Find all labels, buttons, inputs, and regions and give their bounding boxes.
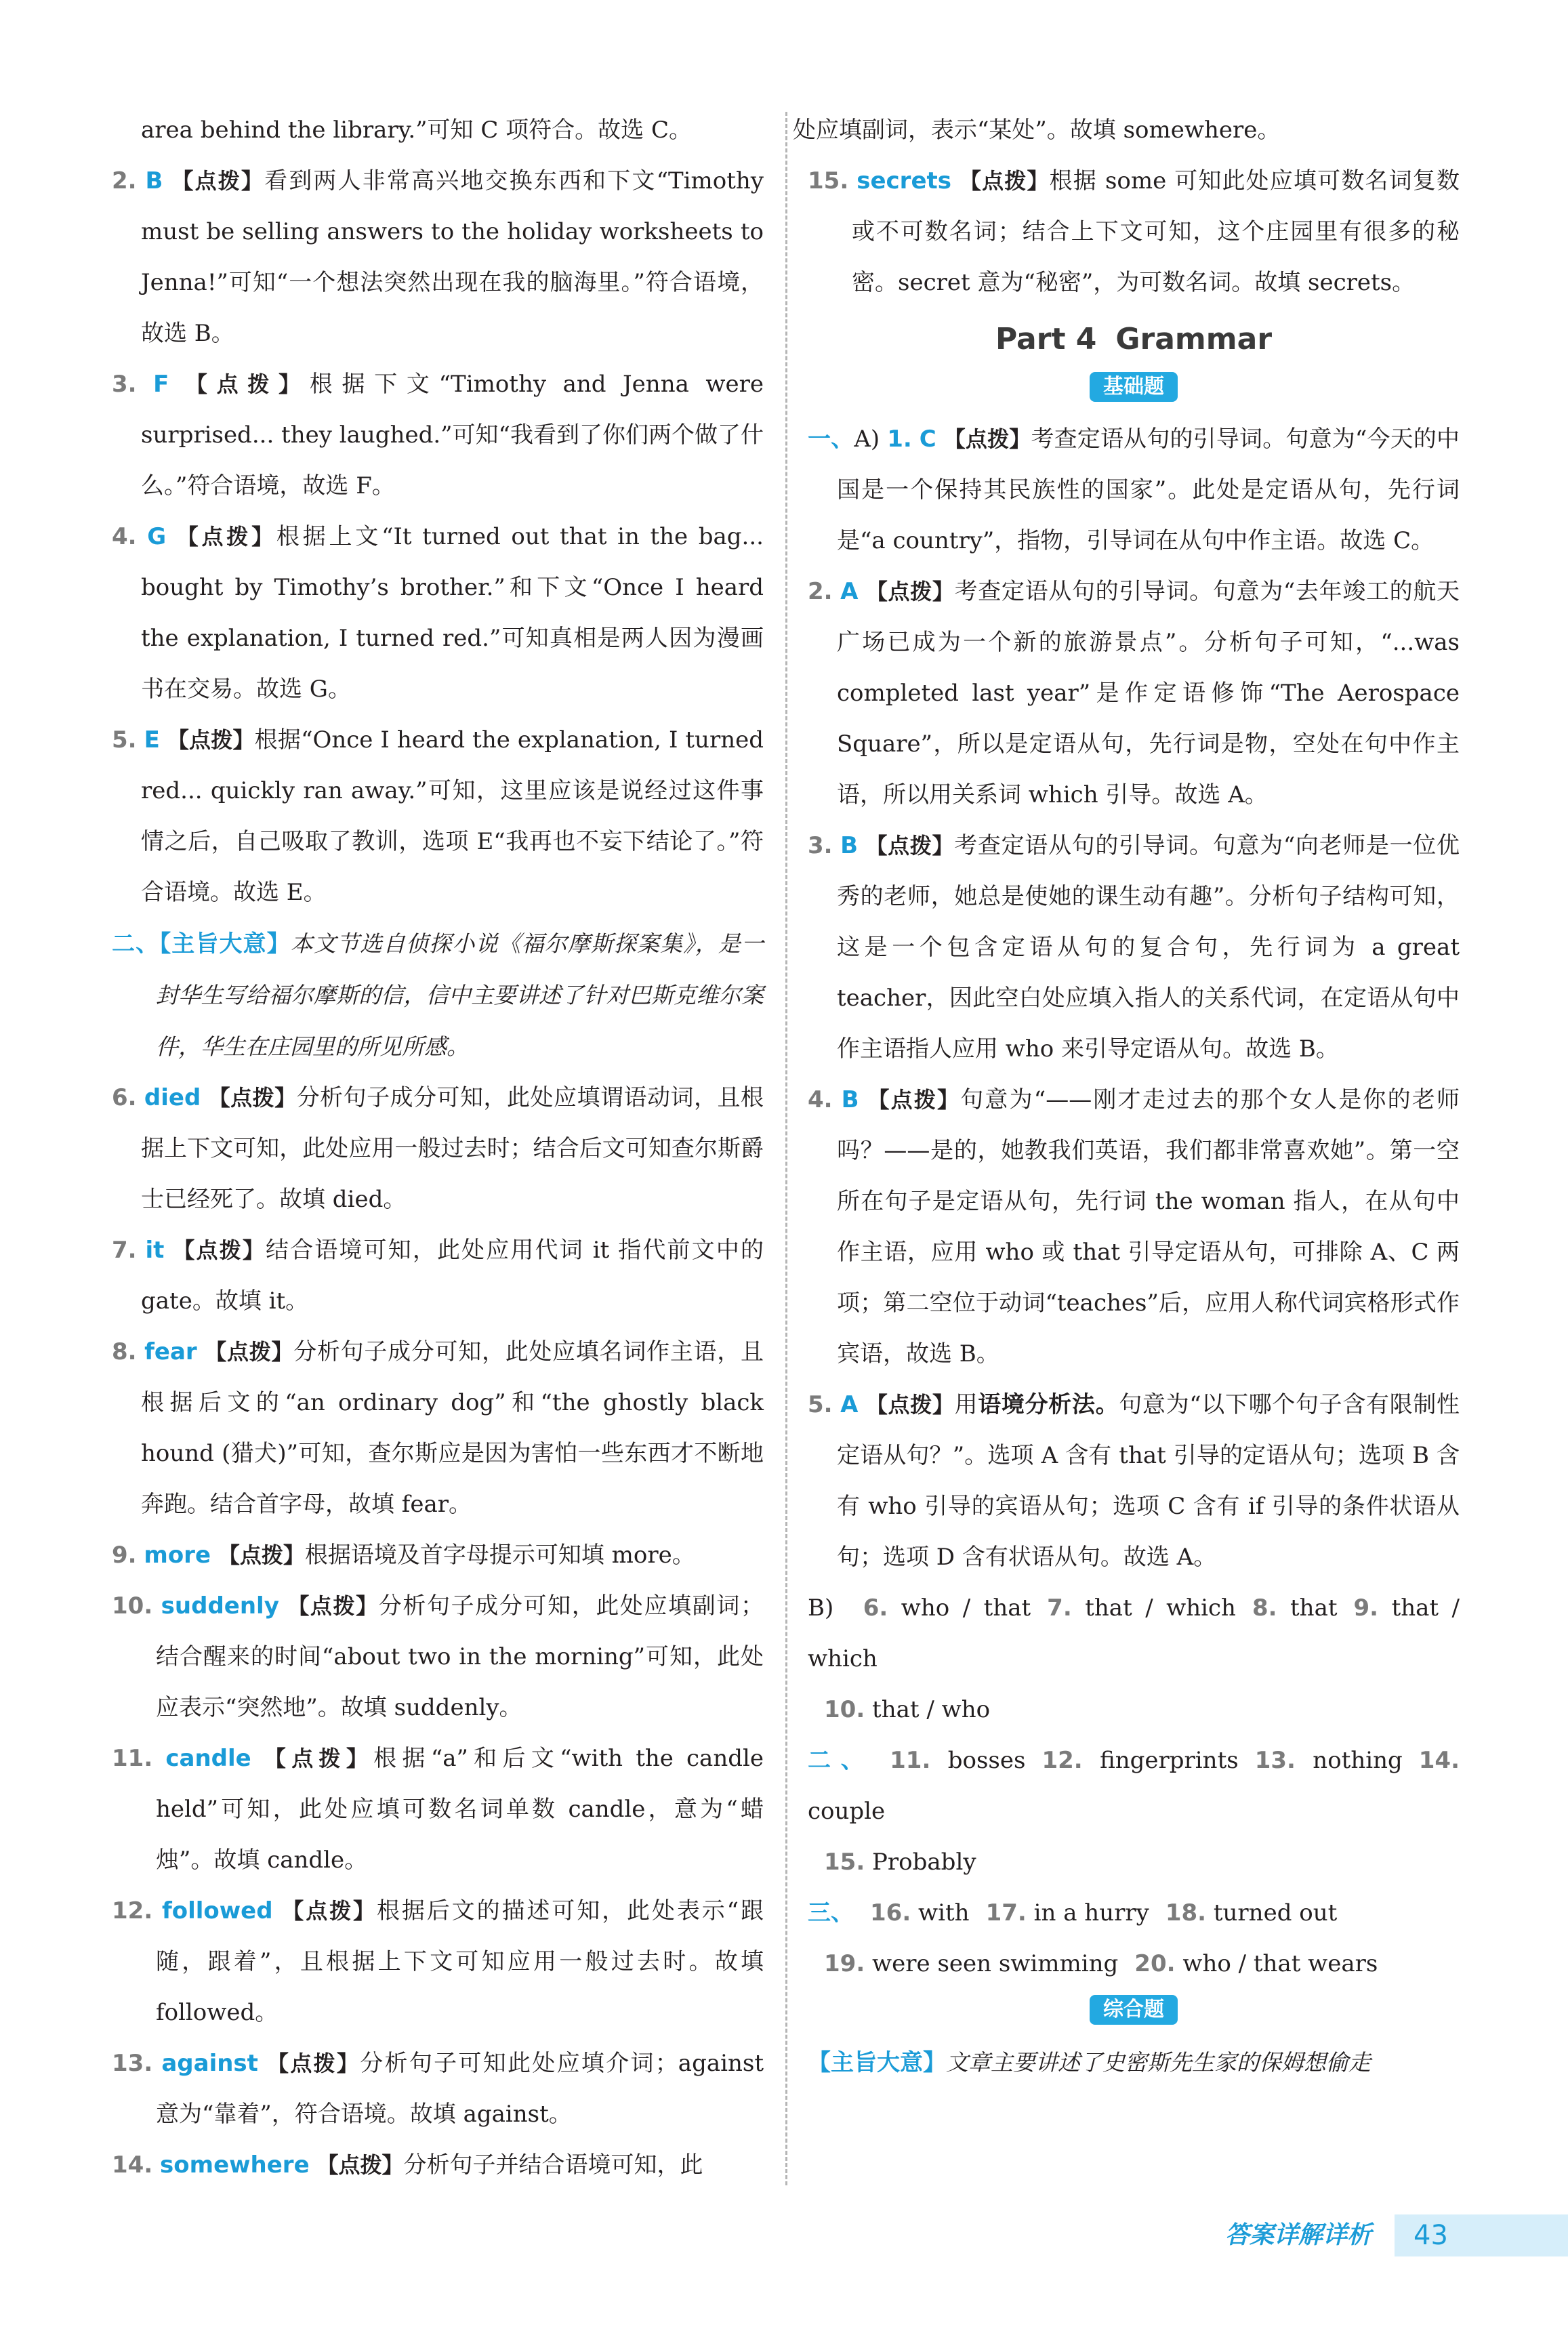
answer-text: that / who [872, 1696, 991, 1723]
hint-tag: 【点拨】 [865, 579, 955, 604]
hint-tag: 【点拨】 [185, 371, 310, 397]
question-number: 9. [112, 1542, 137, 1569]
explanation-prefix: 用 [954, 1391, 978, 1418]
badge-row-comprehensive [808, 1995, 1460, 2027]
question-number: 10. [112, 1592, 153, 1620]
q1-continuation: area behind the library.”可知 C 项符合。故选 C。 [141, 117, 692, 144]
section-marker: 三、 [808, 1899, 854, 1926]
explanation-text: 考查定语从句的引导词。句意为“去年竣工的航天广场已成为一个新的旅游景点”。分析句子可知，“...was completed last year”是作定语修饰“The Aerospace Square”，所以是定语从句，先行词是物，空处在句中作主语，所以用关系词 which 引导。故选 A。 [837, 578, 1460, 808]
explanation-text: 根据上文“It turned out that in the bag... bought by Timothy’s brother.”和下文“Once I heard the explanation, I turned red.”可知真相是两人因为漫画书在交易。故选 G。 [141, 523, 764, 703]
answer-q3 [112, 359, 764, 512]
answer-text: were seen swimming [872, 1950, 1119, 1977]
grammar-answers-b [808, 1583, 1460, 1735]
answer-text: that [1290, 1594, 1338, 1622]
explanation-text: 分析句子成分可知，此处应填谓语动词，且根据上下文可知，此处应用一般过去时；结合后文可知查尔斯爵士已经死了。故填 died。 [141, 1084, 764, 1213]
question-number: 6. [863, 1594, 888, 1622]
answer-q10 [112, 1581, 764, 1733]
answer-q11 [112, 1733, 764, 1886]
answer-q7 [112, 1225, 764, 1327]
part-name: Grammar [1115, 322, 1273, 356]
hint-tag: 【点拨】 [176, 524, 276, 550]
answer-choice: B [840, 832, 858, 859]
explanation-text: 根据“Once I heard the explanation, I turned red... quickly ran away.”可知，这里应该是说经过这件事情之后，自己吸取了教训，选项 E“我再也不妄下结论了。”符合语境。故选 E。 [141, 726, 764, 906]
question-number: 10. [824, 1696, 865, 1723]
question-number: 3. [808, 832, 833, 859]
answer-text: turned out [1213, 1899, 1338, 1926]
answer-choice: E [144, 726, 160, 754]
explanation-text: 根据 some 可知此处应填可数名词复数或不可数名词；结合上下文可知，这个庄园里有很多的秘密。secret 意为“秘密”，为可数名词。故填 secrets。 [852, 167, 1460, 296]
hint-tag: 【点拨】 [865, 833, 955, 859]
grammar-answer-5 [808, 1380, 1460, 1583]
answer-text: that / which [808, 1594, 1460, 1672]
grammar-answers-section-2 [808, 1735, 1460, 1888]
grammar-answer-2 [808, 566, 1460, 821]
answer-text: that / which [1085, 1594, 1236, 1622]
question-number: 18. [1165, 1899, 1207, 1926]
answer-q2 [112, 156, 764, 359]
question-number: 4. [112, 523, 137, 550]
grammar-answers-section-3 [808, 1888, 1460, 1990]
question-number: 14. [112, 2151, 153, 2179]
question-number: 12. [1041, 1747, 1083, 1774]
answer-text: couple [808, 1798, 886, 1825]
question-number: 12. [112, 1897, 153, 1924]
comprehensive-summary [808, 2037, 1460, 2088]
q14-continuation: 处应填副词，表示“某处”。故填 somewhere。 [793, 117, 1281, 144]
answer-q8 [112, 1327, 764, 1530]
answer-choice: C [919, 426, 936, 453]
answer-word: it [145, 1237, 165, 1264]
part-label: Part 4 [995, 322, 1097, 356]
question-number: 9. [1353, 1594, 1379, 1622]
section-marker: 二、 [808, 1747, 874, 1774]
badge-row-basic [808, 372, 1460, 405]
answer-q5 [112, 715, 764, 918]
question-number: 13. [112, 2050, 153, 2077]
explanation-text: 分析句子成分可知，此处应填名词作主语，且根据后文的“an ordinary dog”和“the ghostly black hound (猎犬)”可知，查尔斯应是因为害怕一些东西才不断地奔跑。结合首字母，故填 fear。 [141, 1338, 764, 1518]
question-number: 11. [890, 1747, 931, 1774]
subsection-label: B) [808, 1594, 834, 1622]
answer-word: somewhere [160, 2151, 310, 2179]
explanation-text: 句意为“以下哪个句子含有限制性定语从句？”。选项 A 含有 that 引导的定语从句；选项 B 含有 who 引导的宾语从句；选项 C 含有 if 引导的条件状语从句；选项 D 含有状语从句。故选 A。 [837, 1391, 1460, 1571]
question-number: 2. [112, 167, 137, 194]
question-number: 7. [1047, 1594, 1072, 1622]
question-number: 5. [112, 726, 137, 754]
grammar-answer-4 [808, 1075, 1460, 1380]
answer-word: followed [161, 1897, 273, 1924]
question-number: 17. [985, 1899, 1027, 1926]
hint-tag: 【点拨】 [867, 1087, 961, 1113]
explanation-text: 根据“a”和后文“with the candle held”可知，此处应填可数名词单数 candle，意为“蜡烛”。故填 candle。 [156, 1745, 764, 1874]
hint-tag: 【点拨】 [943, 426, 1031, 452]
answer-choice: A [840, 578, 859, 605]
answer-text: with [918, 1899, 970, 1926]
question-number: 8. [112, 1338, 137, 1365]
right-column [793, 105, 1460, 2088]
basic-questions-badge: 基础题 [1090, 372, 1178, 402]
question-number: 19. [824, 1950, 865, 1977]
question-number: 6. [112, 1084, 137, 1111]
answer-q4 [112, 512, 764, 715]
question-number: 1. [887, 426, 912, 453]
hint-tag: 【点拨】 [959, 168, 1050, 194]
answer-word: candle [165, 1745, 251, 1772]
answer-word: secrets [857, 167, 951, 194]
explanation-text: 考查定语从句的引导词。句意为“今天的中国是一个保持其民族性的国家”。此处是定语从句，先行词是“a country”，指物，引导词在从句中作主语。故选 C。 [837, 426, 1460, 554]
answer-q13 [112, 2038, 764, 2140]
answer-choice: F [153, 371, 169, 398]
answer-q15 [808, 156, 1460, 308]
hint-tag: 【点拨】 [267, 2050, 360, 2076]
explanation-text: 根据下文“Timothy and Jenna were surprised... they laughed.”可知“我看到了你们两个做了什么。”符合语境，故选 F。 [141, 371, 764, 499]
column-divider [785, 112, 787, 2185]
explanation-text: 句意为“——刚才走过去的那个女人是你的老师吗？——是的，她教我们英语，我们都非常喜欢她”。第一空所在句子是定语从句，先行词 the woman 指人，在从句中作主语，应用 who 或 that 引导定语从句，可排除 A、C 两项；第二空位于动词“teaches”后，应用人称代词宾格形式作宾语，故选 B。 [837, 1086, 1460, 1367]
question-number: 13. [1254, 1747, 1296, 1774]
answer-text: Probably [872, 1849, 976, 1876]
explanation-text: 考查定语从句的引导词。句意为“向老师是一位优秀的老师，她总是使她的课生动有趣”。分析句子结构可知，这是一个包含定语从句的复合句，先行词为 a great teacher，因此空白处应填入指人的关系代词，在定语从句中作主语指人应用 who 来引导定语从句。故选 B。 [837, 832, 1460, 1063]
answer-text: in a hurry [1033, 1899, 1149, 1926]
hint-tag: 【点拨】 [173, 1237, 266, 1263]
answer-word: died [144, 1084, 201, 1111]
hint-tag: 【点拨】 [264, 1746, 374, 1771]
answer-text: fingerprints [1100, 1747, 1239, 1774]
explanation-text: 分析句子并结合语境可知，此 [403, 2151, 703, 2179]
answer-choice: A [840, 1391, 859, 1418]
summary-tag: 【主旨大意】 [808, 2049, 946, 2076]
answer-choice: B [841, 1086, 859, 1113]
hint-tag: 【点拨】 [205, 1339, 294, 1365]
answer-q9 [112, 1530, 764, 1581]
explanation-text: 看到两人非常高兴地交换东西和下文“Timothy must be selling answers to the holiday worksheets to Jenna!”可知“一个想法突然出现在我的脑海里。”符合语境，故选 B。 [141, 167, 764, 347]
left-column [112, 105, 764, 2191]
comprehensive-questions-badge: 综合题 [1090, 1995, 1178, 2025]
answer-word: suddenly [161, 1592, 279, 1620]
question-number: 3. [112, 371, 137, 398]
hint-tag: 【点拨】 [865, 1392, 955, 1418]
explanation-text: 分析句子可知此处应填介词；against 意为“靠着”，符合语境。故填 against。 [156, 2050, 764, 2128]
hint-tag: 【点拨】 [218, 1542, 305, 1568]
hint-tag: 【点拨】 [167, 727, 255, 753]
subsection-label: A) [854, 426, 880, 453]
answer-word: more [144, 1542, 211, 1569]
hint-tag: 【点拨】 [282, 1898, 377, 1924]
hint-tag: 【点拨】 [208, 1085, 297, 1111]
answer-choice: B [145, 167, 163, 194]
summary-text: 本文节选自侦探小说《福尔摩斯探案集》，是一封华生写给福尔摩斯的信，信中主要讲述了针对巴斯克维尔案件，华生在庄园里的所见所感。 [156, 930, 764, 1060]
summary-text: 文章主要讲述了史密斯先生家的保姆想偷走 [946, 2049, 1371, 2076]
question-number: 15. [808, 167, 849, 194]
section-marker: 一、 [808, 426, 854, 453]
answer-q14 [112, 2140, 764, 2191]
question-number: 7. [112, 1237, 137, 1264]
answer-text: bosses [947, 1747, 1026, 1774]
part-title [808, 318, 1460, 361]
explanation-text: 结合语境可知，此处应用代词 it 指代前文中的 gate。故填 it。 [141, 1237, 764, 1315]
explanation-text: 根据语境及首字母提示可知填 more。 [304, 1542, 695, 1569]
question-number: 8. [1252, 1594, 1277, 1622]
question-number: 4. [808, 1086, 833, 1113]
question-number: 20. [1134, 1950, 1176, 1977]
answer-word: against [161, 2050, 258, 2077]
hint-tag: 【点拨】 [287, 1593, 379, 1619]
hint-tag: 【点拨】 [316, 2152, 404, 2178]
grammar-answer-1 [808, 414, 1460, 566]
page-number: 43 [1414, 2220, 1448, 2251]
answer-word: fear [144, 1338, 197, 1365]
answer-text: nothing [1313, 1747, 1403, 1774]
answer-q6 [112, 1073, 764, 1225]
section-marker: 二、 [112, 930, 160, 957]
answer-text: who / that [901, 1594, 1031, 1622]
section-2-summary [112, 918, 764, 1073]
answer-choice: G [147, 523, 167, 550]
answer-q12 [112, 1886, 764, 2038]
hint-tag: 【点拨】 [171, 168, 265, 194]
question-number: 16. [870, 1899, 911, 1926]
explanation-text: 分析句子成分可知，此处应填副词；结合醒来的时间“about two in the morning”可知，此处应表示“突然地”。故填 suddenly。 [156, 1592, 764, 1721]
answer-text: who / that wears [1182, 1950, 1378, 1977]
footer-label: 答案详解详析 [1225, 2221, 1372, 2249]
method-name: 语境分析法。 [978, 1391, 1119, 1418]
question-number: 14. [1418, 1747, 1460, 1774]
question-number: 5. [808, 1391, 833, 1418]
summary-tag: 【主旨大意】 [159, 930, 291, 957]
question-number: 15. [824, 1849, 865, 1876]
explanation-text: 根据后文的描述可知，此处表示“跟随，跟着”，且根据上下文可知应用一般过去时。故填 followed。 [156, 1897, 764, 2026]
question-number: 2. [808, 578, 833, 605]
question-number: 11. [112, 1745, 153, 1772]
grammar-answer-3 [808, 821, 1460, 1075]
